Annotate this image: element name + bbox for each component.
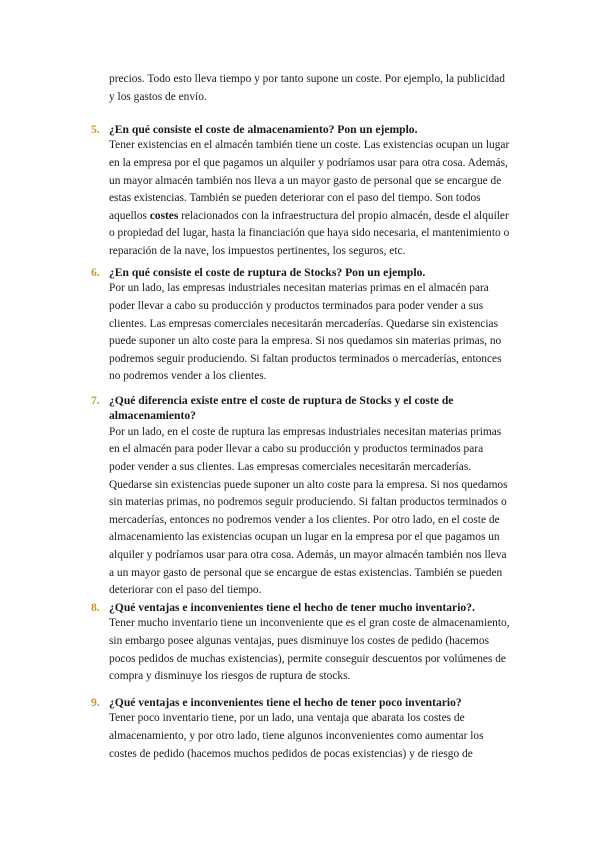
answer-bold-term: costes [149,209,179,222]
question-title: ¿Qué ventajas e inconvenientes tiene el hecho de tener poco inventario? [109,696,462,709]
question-heading [91,695,511,710]
intro-paragraph: precios. Todo esto lleva tiempo y por tanto supone un coste. Por ejemplo, la publicidad y los gastos de envío. [109,73,506,103]
question-heading [91,393,511,424]
question-heading [91,265,511,280]
answer-paragraph: Por un lado, las empresas industriales necesitan materias primas en el almacén para poder llevar a cabo su producción y productos terminados para poder vender a sus clientes. Las empresas comerciales necesitarán mercaderías. Quedarse sin existencias puede suponer un alto coste para la empresa. Si nos quedamos sin materias primas, no podremos seguir produciendo. Si faltan productos terminados o mercaderías, entonces no podremos vender a los clientes. [109,282,502,383]
question-heading [91,600,511,615]
question-number: 9. [91,696,100,709]
question-heading [91,122,511,137]
question-6 [91,265,511,386]
question-5 [91,122,511,261]
answer-text-end: relacionados con la infraestructura del propio almacén, desde el alquiler o propiedad del lugar, hasta la financiación que haya sido necesaria, el mantenimiento o reparación de la nave, los impuestos pertinentes, los seguros, etc. [109,209,510,257]
question-title: ¿Qué diferencia existe entre el coste de ruptura de Stocks y el coste de almacenamiento? [109,394,454,423]
question-number: 5. [91,123,100,136]
answer-paragraph: Tener mucho inventario tiene un inconveniente que es el gran coste de almacenamiento, sin embargo posee algunas ventajas, pues disminuye los costes de pedido (hacemos pocos pedidos de muchas existencias), permite conseguir descuentos por volúmenes de compra y disminuye los riesgos de ruptura de stocks. [109,617,510,683]
question-title: ¿En qué consiste el coste de almacenamiento? Pon un ejemplo. [109,123,418,136]
question-9 [91,695,511,763]
question-title: ¿En qué consiste el coste de ruptura de Stocks? Pon un ejemplo. [109,266,426,279]
answer-paragraph: Por un lado, en el coste de ruptura las empresas industriales necesitan materias primas en el almacén para poder llevar a cabo su producción y productos terminados para poder vender a sus clientes. Las empresas comerciales necesitarán mercaderías. Quedarse sin existencias puede suponer un alto coste para la empresa. Si nos quedamos sin materias primas, no podremos seguir produciendo. Si faltan productos terminados o mercaderías, entonces no podremos vender a los clientes. Por otro lado, en el coste de almacenamiento las existencias ocupan un lugar en la empresa por el que pagamos un alquiler y podríamos usar para otra cosa. Además, un mayor almacén también nos lleva a un mayor gasto de personal que se encargue de estas existencias. También se pueden deteriorar con el paso del tiempo. [109,425,508,597]
answer-paragraph [109,137,511,260]
question-7 [91,393,511,600]
question-number: 6. [91,266,100,279]
question-number: 8. [91,601,100,614]
question-number: 7. [91,394,100,407]
question-title: ¿Qué ventajas e inconvenientes tiene el hecho de tener mucho inventario?. [109,601,475,614]
answer-paragraph: Tener poco inventario tiene, por un lado, una ventaja que abarata los costes de almacenamiento, y por otro lado, tiene algunos inconvenientes como aumentar los costes de pedido (hacemos muchos pedidos de pocas existencias) y de riesgo de [109,712,484,760]
answer-text-start: Tener existencias en el almacén también tiene un coste. Las existencias ocupan un lugar en la empresa por el que pagamos un alquiler y podríamos usar para otra cosa. Además, un mayor almacén también nos lleva a un mayor gasto de personal que se encargue de estas existencias. También se pueden deteriorar con el paso del tiempo. Son todos aquellos [109,139,510,222]
question-8 [91,600,511,686]
